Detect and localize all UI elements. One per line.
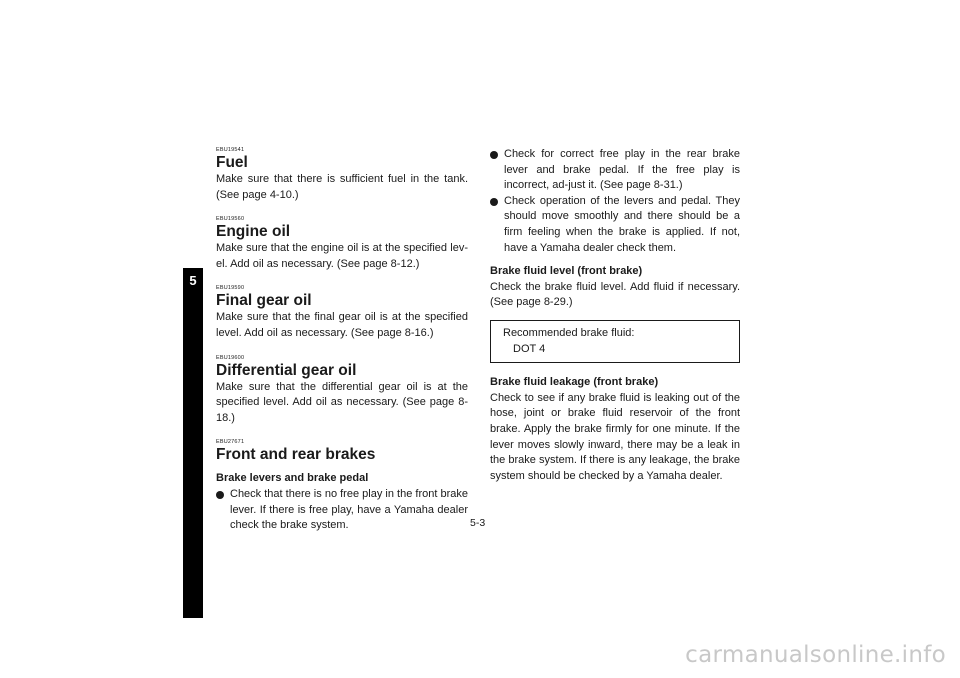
bullet-icon — [490, 151, 498, 159]
section-code: EBU19541 — [216, 147, 245, 153]
section-code: EBU19560 — [216, 216, 245, 223]
section-code: EBU19590 — [216, 285, 245, 292]
section-text: Make sure that the differential gear oil is at the specified level. Add oil as necessary. (See page 8-18.) — [216, 380, 468, 424]
bullet-icon — [216, 491, 224, 499]
section-code: EBU27671 — [216, 439, 245, 446]
section-code: EBU19600 — [216, 354, 245, 361]
bullet-icon — [490, 198, 498, 206]
section-title: Differential gear oil — [216, 361, 357, 379]
section-text: Make sure that the engine oil is at the specified lev-el. Add oil as necessary. (See page 8-12.) — [216, 242, 468, 270]
section-differential-gear-oil — [216, 355, 468, 427]
sub-heading: Brake levers and brake pedal — [216, 472, 369, 485]
section-text: Check to see if any brake fluid is leaking out of the hose, joint or brake fluid reservoir of the front brake. Apply the brake firmly for one minute. If the lever moves slowly inward, there may be a leak in the brake system. If there is any leakage, the brake system should be checked by a Yamaha dealer. — [490, 391, 740, 482]
watermark: carmanualsonline.info — [685, 642, 946, 668]
page-number: 5-3 — [470, 517, 486, 529]
list-item — [216, 487, 468, 534]
recommended-label: Recommended brake fluid: — [503, 326, 635, 339]
list-item-text: Check for correct free play in the rear brake lever and brake pedal. If the free play is incorrect, ad-just it. (See page 8-31.) — [504, 148, 740, 192]
list-item — [490, 147, 740, 194]
section-text: Check the brake fluid level. Add fluid if necessary. (See page 8-29.) — [490, 280, 740, 309]
list-item-text: Check that there is no free play in the front brake lever. If there is free play, have a Yamaha dealer check the brake system. — [230, 487, 468, 532]
section-title: Fuel — [216, 154, 248, 171]
bullet-list — [216, 487, 468, 534]
sub-heading: Brake fluid leakage (front brake) — [490, 376, 659, 389]
recommended-fluid-box — [490, 320, 740, 363]
right-column — [490, 147, 740, 484]
section-final-gear-oil — [216, 285, 468, 341]
sub-heading: Brake fluid level (front brake) — [490, 265, 643, 278]
bullet-list — [490, 147, 740, 256]
recommended-value: DOT 4 — [513, 342, 546, 355]
section-fuel — [216, 147, 468, 203]
section-text: Make sure that there is sufficient fuel in the tank. (See page 4-10.) — [216, 173, 468, 201]
chapter-tab: 5 — [183, 268, 203, 618]
section-title: Front and rear brakes — [216, 446, 376, 464]
section-text: Make sure that the final gear oil is at the specified level. Add oil as necessary. (See page 8-16.) — [216, 311, 468, 339]
list-item-text: Check operation of the levers and pedal. They should move smoothly and there should be a firm feeling when the brake is applied. If not, have a Yamaha dealer check them. — [504, 194, 740, 254]
list-item — [490, 194, 740, 256]
section-title: Engine oil — [216, 223, 291, 241]
section-brakes — [216, 439, 468, 533]
section-title: Final gear oil — [216, 292, 312, 310]
section-engine-oil — [216, 216, 468, 272]
left-column — [216, 147, 468, 547]
